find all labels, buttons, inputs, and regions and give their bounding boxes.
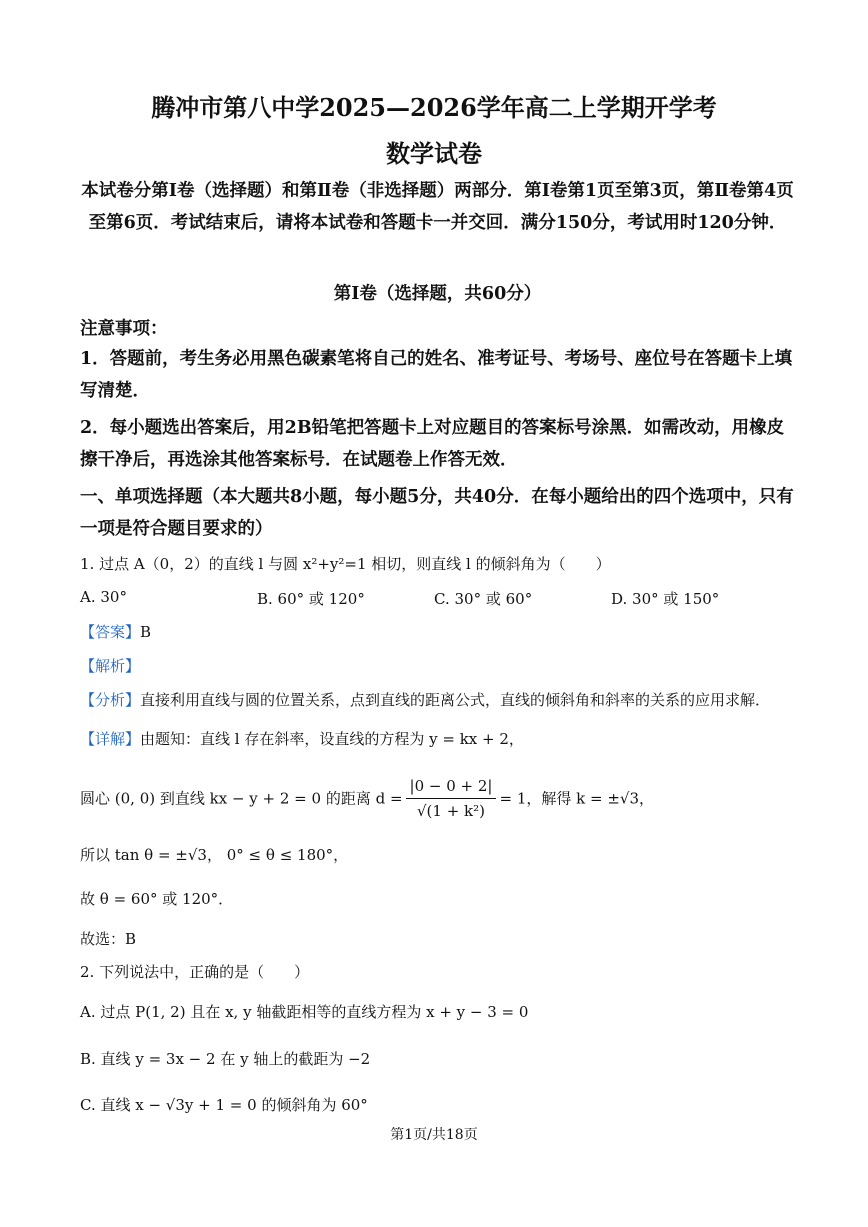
q1-detail-line-2	[80, 774, 795, 823]
answer-value: B	[140, 623, 152, 641]
detail-text-2b: = 1，解得 k = ±√3，	[499, 789, 654, 808]
q1-detail-line-1	[80, 728, 795, 750]
fenxi-text: 直接利用直线与圆的位置关系，点到直线的距离公式，直线的倾斜角和斜率的关系的应用求解．	[140, 691, 771, 709]
page-footer: 第1页/共18页	[390, 1127, 478, 1143]
q2-option-c: C. 直线 x − √3y + 1 = 0 的倾斜角为 60°	[80, 1096, 368, 1114]
analysis-tag: 【解析】	[80, 657, 141, 675]
q1-detail-line-3: 所以 tan θ = ±√3， 0° ≤ θ ≤ 180°，	[80, 846, 349, 864]
notice-item-1: 1．答题前，考生务必用黑色碳素笔将自己的姓名、准考证号、考场号、座位号在答题卡上填写清楚．	[80, 349, 793, 401]
notice-title: 注意事项：	[80, 319, 168, 339]
page-title: 腾冲市第八中学2025—2026学年高二上学期开学考	[151, 93, 717, 122]
intro-paragraph: 本试卷分第Ⅰ卷（选择题）和第Ⅱ卷（非选择题）两部分．第Ⅰ卷第1页至第3页，第Ⅱ卷第4页至第6页．考试结束后，请将本试卷和答题卡一并交回．满分150分，考试用时120分钟．	[81, 181, 794, 233]
q1-option-a: A. 30°	[80, 588, 127, 606]
q1-answer-line	[80, 621, 795, 643]
q1-fenxi-line	[80, 689, 795, 711]
detail-tag: 【详解】	[80, 730, 141, 748]
distance-fraction	[406, 774, 497, 823]
q2-option-b: B. 直线 y = 3x − 2 在 y 轴上的截距为 −2	[80, 1050, 371, 1068]
q1-option-b: B. 60° 或 120°	[257, 590, 365, 608]
section-title: 第Ⅰ卷（选择题，共60分）	[333, 284, 542, 304]
q1-detail-line-4: 故 θ = 60° 或 120°．	[80, 890, 234, 908]
question-2-stem: 2. 下列说法中，正确的是（ ）	[80, 963, 310, 981]
page-subtitle: 数学试卷	[386, 139, 482, 168]
fraction-numerator: |0 − 0 + 2|	[406, 774, 497, 799]
q1-choose-line: 故选：B	[80, 930, 137, 948]
notice-item-2: 2．每小题选出答案后，用2B铅笔把答题卡上对应题目的答案标号涂黑．如需改动，用橡皮擦干净后，再选涂其他答案标号．在试题卷上作答无效．	[80, 418, 785, 470]
question-1-stem: 1. 过点 A（0，2）的直线 l 与圆 x²+y²=1 相切，则直线 l 的倾斜角为（ ）	[80, 555, 611, 573]
part-header: 一、单项选择题（本大题共8小题，每小题5分，共40分．在每小题给出的四个选项中，只有一项是符合题目要求的）	[80, 487, 794, 539]
fenxi-tag: 【分析】	[80, 691, 141, 709]
q1-analysis-line	[80, 655, 795, 677]
q2-option-a: A. 过点 P(1, 2) 且在 x, y 轴截距相等的直线方程为 x + y − 3 = 0	[80, 1003, 529, 1021]
detail-text-1: 由题知：直线 l 存在斜率，设直线的方程为 y = kx + 2，	[140, 730, 524, 748]
answer-tag: 【答案】	[80, 623, 141, 641]
q1-option-c: C. 30° 或 60°	[434, 590, 533, 608]
detail-text-2a: 圆心 (0, 0) 到直线 kx − y + 2 = 0 的距离 d =	[80, 789, 403, 808]
fraction-denominator: √(1 + k²)	[417, 802, 486, 820]
q1-option-d: D. 30° 或 150°	[611, 590, 720, 608]
